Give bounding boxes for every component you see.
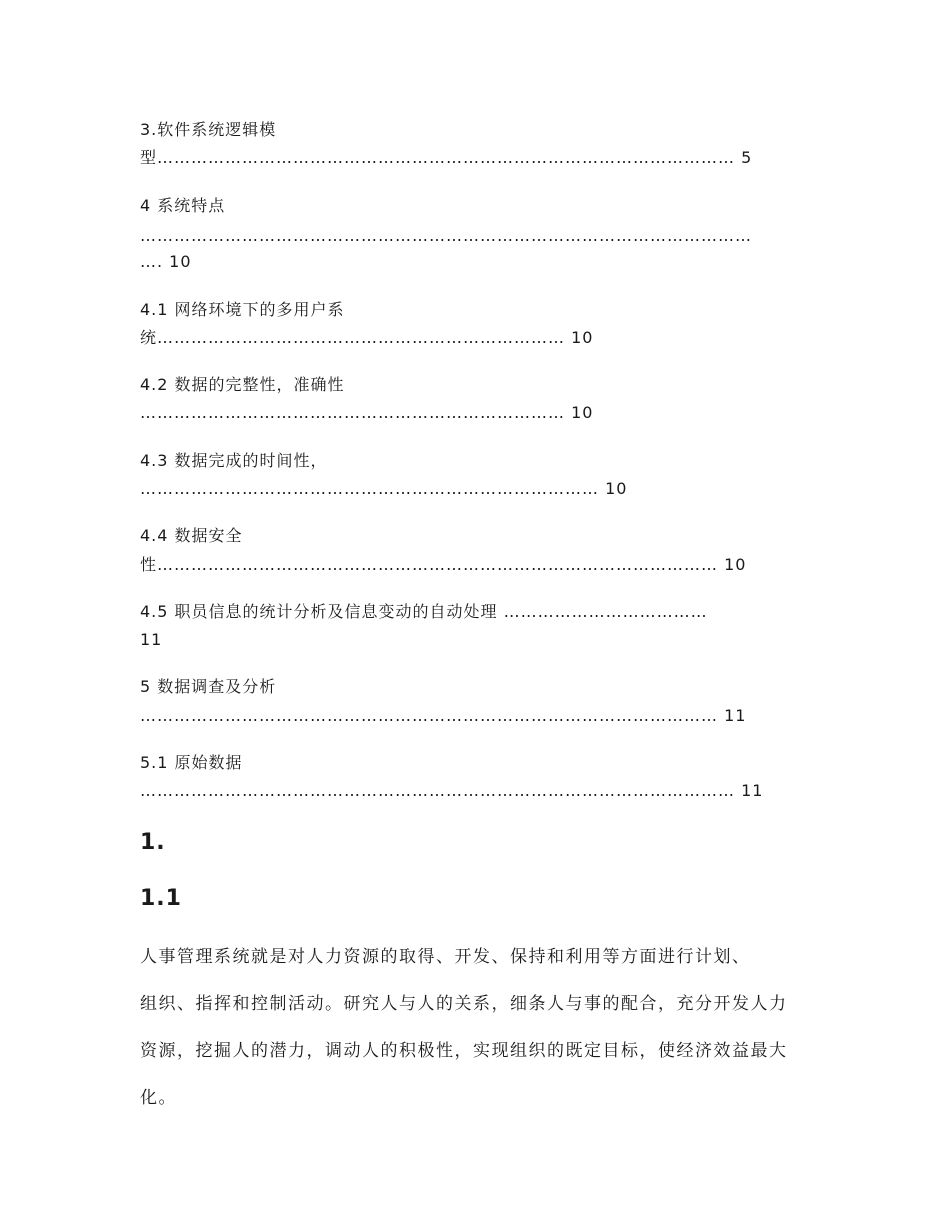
toc-entry-leader: ……………………………………………………………………………………………… [140, 226, 752, 245]
toc-entry-title: 3.软件系统逻辑模 [140, 120, 277, 139]
section-heading: 1. [140, 830, 166, 855]
toc-entry-leader: ……………………………………………………………………… 10 [140, 479, 628, 498]
toc-entry-leader: 统……………………………………………………………… 10 [140, 328, 594, 347]
toc-entry-leader: ………………………………………………………………… 10 [140, 403, 594, 422]
paragraph-line: 人事管理系统就是对人力资源的取得、开发、保持和利用等方面进行计划、 [140, 947, 751, 967]
toc-entry-title: 5.1 原始数据 [140, 753, 243, 772]
subsection-heading: 1.1 [140, 886, 182, 911]
toc-entry-page: …. 10 [140, 252, 192, 271]
toc-entry-page: 11 [140, 630, 163, 649]
toc-entry-title: 4.1 网络环境下的多用户系 [140, 300, 345, 319]
toc-entry-leader: …………………………………………………………………………………………… 11 [140, 781, 764, 800]
toc-entry-title: 4 系统特点 [140, 196, 226, 215]
paragraph-line: 资源，挖掘人的潜力，调动人的积极性，实现组织的既定目标，使经济效益最大 [140, 1041, 788, 1061]
toc-entry-title: 5 数据调查及分析 [140, 677, 277, 696]
toc-entry-leader: 型………………………………………………………………………………………… 5 [140, 148, 753, 167]
toc-entry-title: 4.3 数据完成的时间性， [140, 451, 328, 470]
toc-entry-title: 4.5 职员信息的统计分析及信息变动的自动处理 ……………………………… [140, 602, 708, 621]
toc-entry-leader: 性……………………………………………………………………………………… 10 [140, 555, 747, 574]
paragraph-line: 化。 [140, 1088, 177, 1108]
paragraph-line: 组织、指挥和控制活动。研究人与人的关系，细条人与事的配合，充分开发人力 [140, 994, 788, 1014]
toc-entry-title: 4.4 数据安全 [140, 526, 243, 545]
toc-entry-title: 4.2 数据的完整性，准确性 [140, 375, 345, 394]
toc-entry-leader: ………………………………………………………………………………………… 11 [140, 706, 747, 725]
